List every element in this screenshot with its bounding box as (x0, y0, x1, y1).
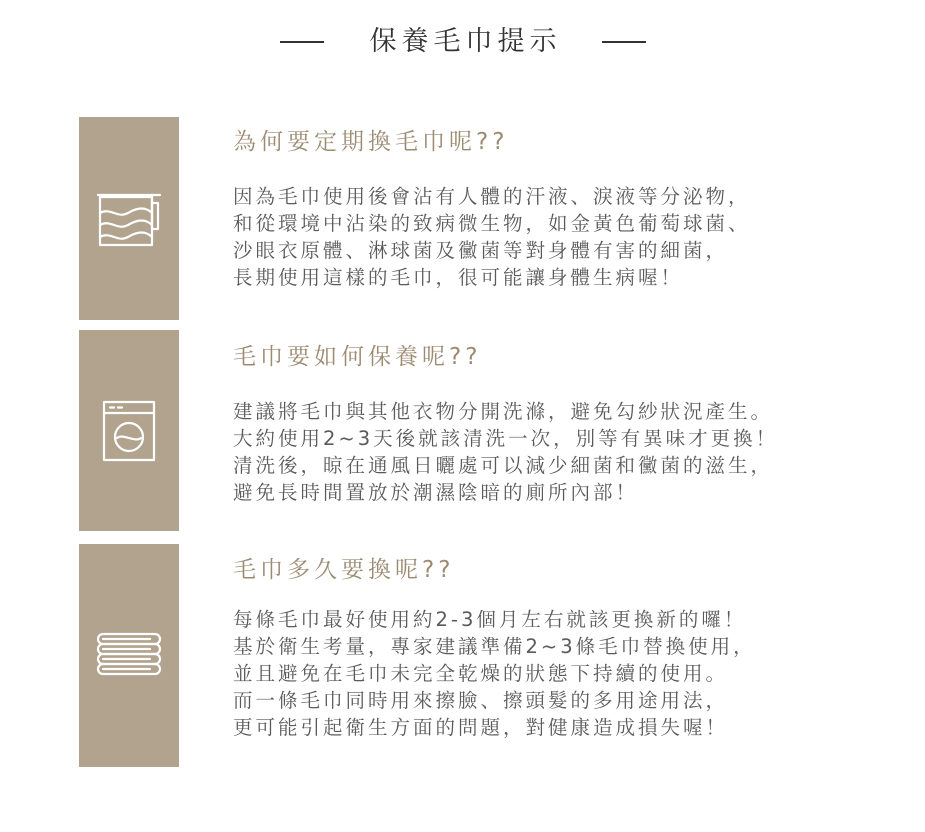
section-1-icon-box (79, 117, 179, 320)
section-3-line: 而一條毛巾同時用來擦臉、擦頭髮的多用途用法， (233, 689, 729, 712)
section-1-line: 和從環境中沾染的致病微生物，如金黃色葡萄球菌、 (233, 212, 751, 235)
washing-machine-icon (101, 399, 157, 463)
section-2-line: 清洗後，晾在通風日曬處可以減少細菌和黴菌的滋生， (233, 454, 774, 477)
section-1-line: 因為毛巾使用後會沾有人體的汗液、淚液等分泌物， (233, 185, 751, 208)
section-1-line: 沙眼衣原體、淋球菌及黴菌等對身體有害的細菌， (233, 239, 729, 262)
section-2-line: 大約使用2~3天後就該清洗一次，別等有異味才更換！ (233, 427, 779, 450)
section-3-title: 毛巾多久要換呢?? (233, 557, 455, 583)
section-1-line: 長期使用這樣的毛巾，很可能讓身體生病喔！ (233, 266, 684, 289)
page-title: 保養毛巾提示 (369, 26, 562, 57)
section-2-line: 避免長時間置放於潮濕陰暗的廁所內部！ (233, 481, 639, 504)
section-1-title: 為何要定期換毛巾呢?? (233, 129, 509, 155)
section-3-line: 每條毛巾最好使用約2-3個月左右就該更換新的囉！ (233, 608, 747, 631)
page-header (0, 22, 925, 62)
section-2-line: 建議將毛巾與其他衣物分開洗滌，避免勾紗狀況產生。 (233, 400, 774, 423)
section-3-line: 基於衛生考量，專家建議準備2~3條毛巾替換使用， (233, 635, 756, 658)
section-3-line: 並且避免在毛巾未完全乾燥的狀態下持續的使用。 (233, 662, 729, 685)
section-3-line: 更可能引起衛生方面的問題，對健康造成損失喔！ (233, 716, 729, 739)
section-3-icon-box (79, 544, 179, 767)
section-2-title: 毛巾要如何保養呢?? (233, 344, 482, 370)
section-2-body (233, 398, 833, 506)
header-left-dash (280, 41, 324, 43)
section-3-body (233, 606, 833, 741)
header-right-dash (602, 41, 646, 43)
section-2-icon-box (79, 330, 179, 531)
section-1-body (233, 183, 833, 291)
towel-on-rack-icon (96, 191, 162, 247)
folded-towels-icon (94, 631, 164, 681)
